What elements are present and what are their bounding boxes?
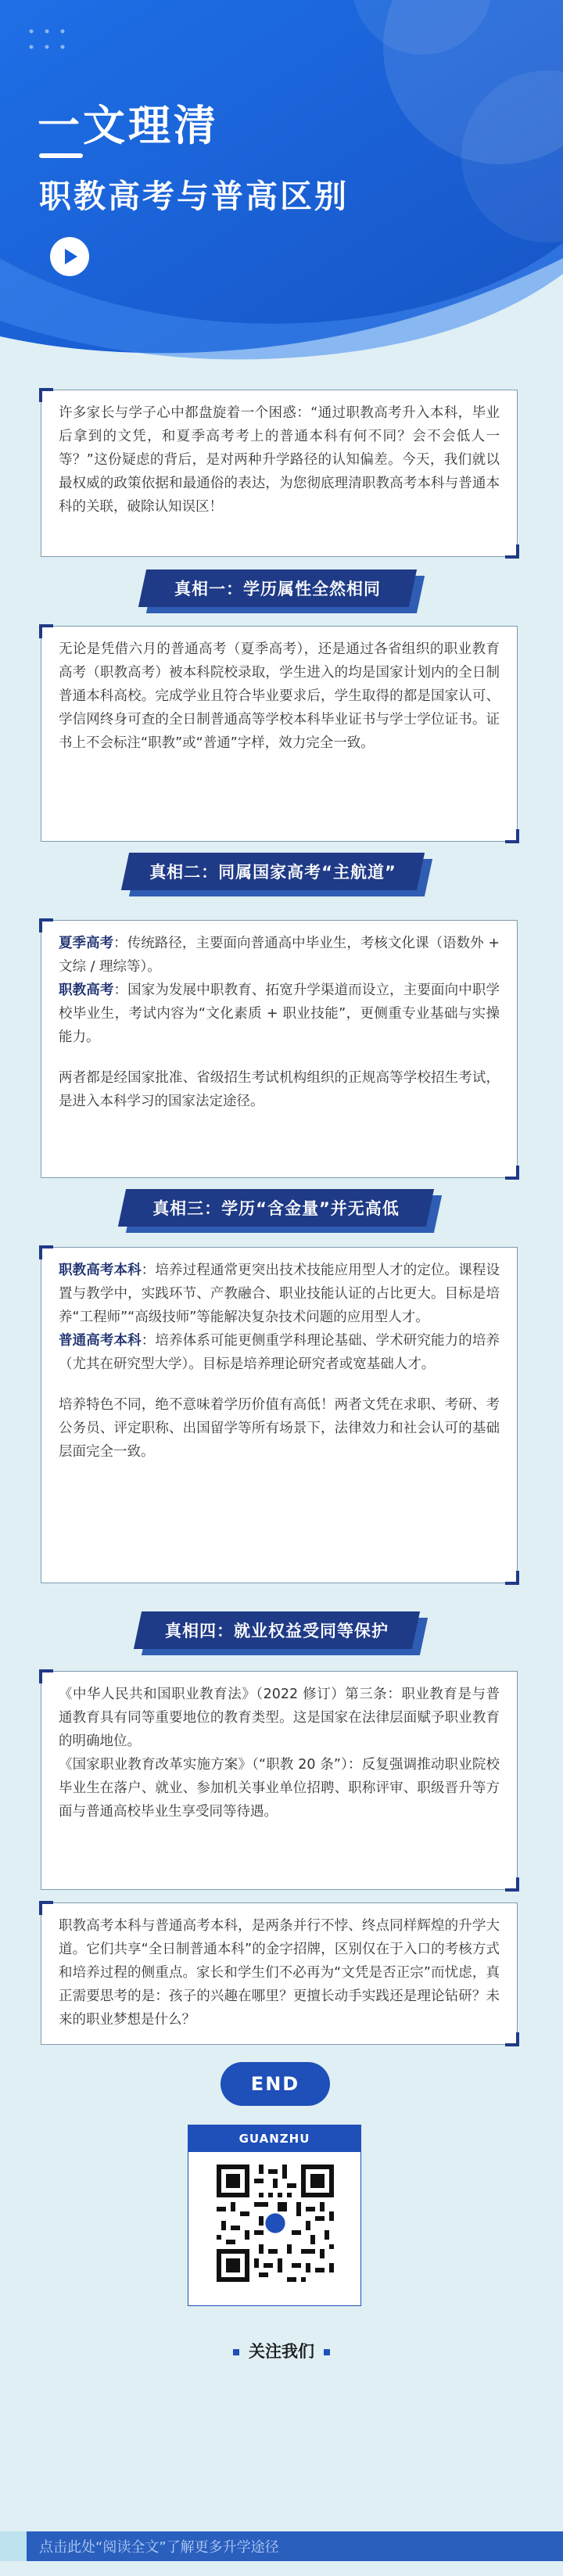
section-4-text: 《国家职业教育改革实施方案》（“职教 20 条”）：反复强调推动职业院校毕业生在落户、就业、参加机关事业单位招聘、职称评审、职级晋升等方面与普通高校毕业生享受同等待遇。 — [59, 1757, 500, 1820]
qr-card — [188, 2125, 361, 2306]
section-3-item: 普通高考本科：培养体系可能更侧重学科理论基础、学术研究能力的培养（尤其在研究型大学）。目标是培养理论研究者或宽基础人才。 — [59, 1333, 500, 1372]
title-underline — [39, 153, 83, 158]
section-2-item: 夏季高考：传统路径，主要面向普通高中毕业生，考核文化课（语数外 + 文综 / 理综等）。 — [59, 936, 500, 975]
section-2-item: 职教高考：国家为发展中职教育、拓宽升学渠道而设立，主要面向中职学校毕业生，考试内容为“文化素质 + 职业技能”，更侧重专业基础与实操能力。 — [59, 983, 500, 1045]
section-3-item: 职教高考本科：培养过程通常更突出技术技能应用型人才的定位。课程设置与教学中，实践环节、产教融合、职业技能认证的占比更大。目标是培养“工程师”“高级技师”等能解决复杂技术问题的应用型人才。 — [59, 1263, 500, 1325]
section-2-box — [41, 920, 518, 1178]
conclusion-text: 职教高考本科与普通高考本科，是两条并行不悖、终点同样辉煌的升学大道。它们共享“全日制普通本科”的金字招牌，区别仅在于入口的考核方式和培养过程的侧重点。家长和学生们不必再为“文凭是否正宗”而忧虑，真正需要思考的是：孩子的兴趣在哪里？更擅长动手实践还是理论钻研？未来的职业梦想是什么？ — [59, 1918, 500, 2028]
section-4-box — [41, 1671, 518, 1890]
corner-decoration — [39, 388, 53, 402]
section-4-label: 真相四：就业权益受同等保护 — [138, 1611, 416, 1649]
read-more-bar[interactable] — [0, 2531, 563, 2561]
intro-box — [41, 390, 518, 557]
page-subtitle: 职教高考与普高区别 — [39, 178, 349, 215]
arrow-icon — [0, 2531, 27, 2561]
play-button[interactable] — [50, 237, 89, 276]
read-more-link[interactable]: 点击此处“阅读全文”了解更多升学途径 — [39, 2539, 279, 2556]
page-title: 一文理清 — [38, 101, 219, 150]
section-3-label: 真相三：学历“含金量”并无高低 — [122, 1189, 430, 1227]
section-2-summary: 两者都是经国家批准、省级招生考试机构组织的正规高等学校招生考试，是进入本科学习的国家法定途径。 — [59, 1070, 500, 1109]
intro-text: 许多家长与学子心中都盘旋着一个困惑：“通过职教高考升入本科，毕业后拿到的文凭，和夏季高考考上的普通本科有何不同？会不会低人一等？”这份疑虑的背后，是对两种升学路径的认知偏差。今天，我们就以最权威的政策依据和最通俗的表达，为您彻底理清职教高考本科与普通本科的关联，破除认知误区！ — [59, 405, 500, 515]
follow-us[interactable]: 关注我们 — [0, 2339, 563, 2362]
section-1-box — [41, 626, 518, 842]
qr-code-icon[interactable] — [217, 2165, 334, 2282]
corner-decoration — [505, 544, 519, 559]
end-badge: END — [221, 2062, 330, 2106]
section-1-label: 真相一：学历属性全然相同 — [142, 569, 413, 607]
play-icon — [65, 249, 77, 264]
conclusion-box — [41, 1902, 518, 2045]
section-3-summary: 培养特色不同，绝不意味着学历价值有高低！两者文凭在求职、考研、考公务员、评定职称、出国留学等所有场景下，法律效力和社会认可的基础层面完全一致。 — [59, 1397, 500, 1460]
square-icon — [324, 2349, 330, 2355]
header-banner — [0, 0, 563, 368]
qr-header: GUANZHU — [188, 2125, 360, 2152]
section-3-box — [41, 1247, 518, 1583]
section-2-label: 真相二：同属国家高考“主航道” — [125, 853, 421, 890]
section-4-text: 《中华人民共和国职业教育法》（2022 修订）第三条：职业教育是与普通教育具有同等重要地位的教育类型。这是国家在法律层面赋予职业教育的明确地位。 — [59, 1687, 500, 1749]
square-icon — [233, 2349, 239, 2355]
section-1-text: 无论是凭借六月的普通高考（夏季高考），还是通过各省组织的职业教育高考（职教高考）被本科院校录取，学生进入的均是国家计划内的全日制普通本科高校。完成学业且符合毕业要求后，学生取得的都是国家认可、学信网终身可查的全日制普通高等学校本科毕业证书与学士学位证书。证书上不会标注“职教”或“普通”字样，效力完全一致。 — [59, 641, 500, 751]
